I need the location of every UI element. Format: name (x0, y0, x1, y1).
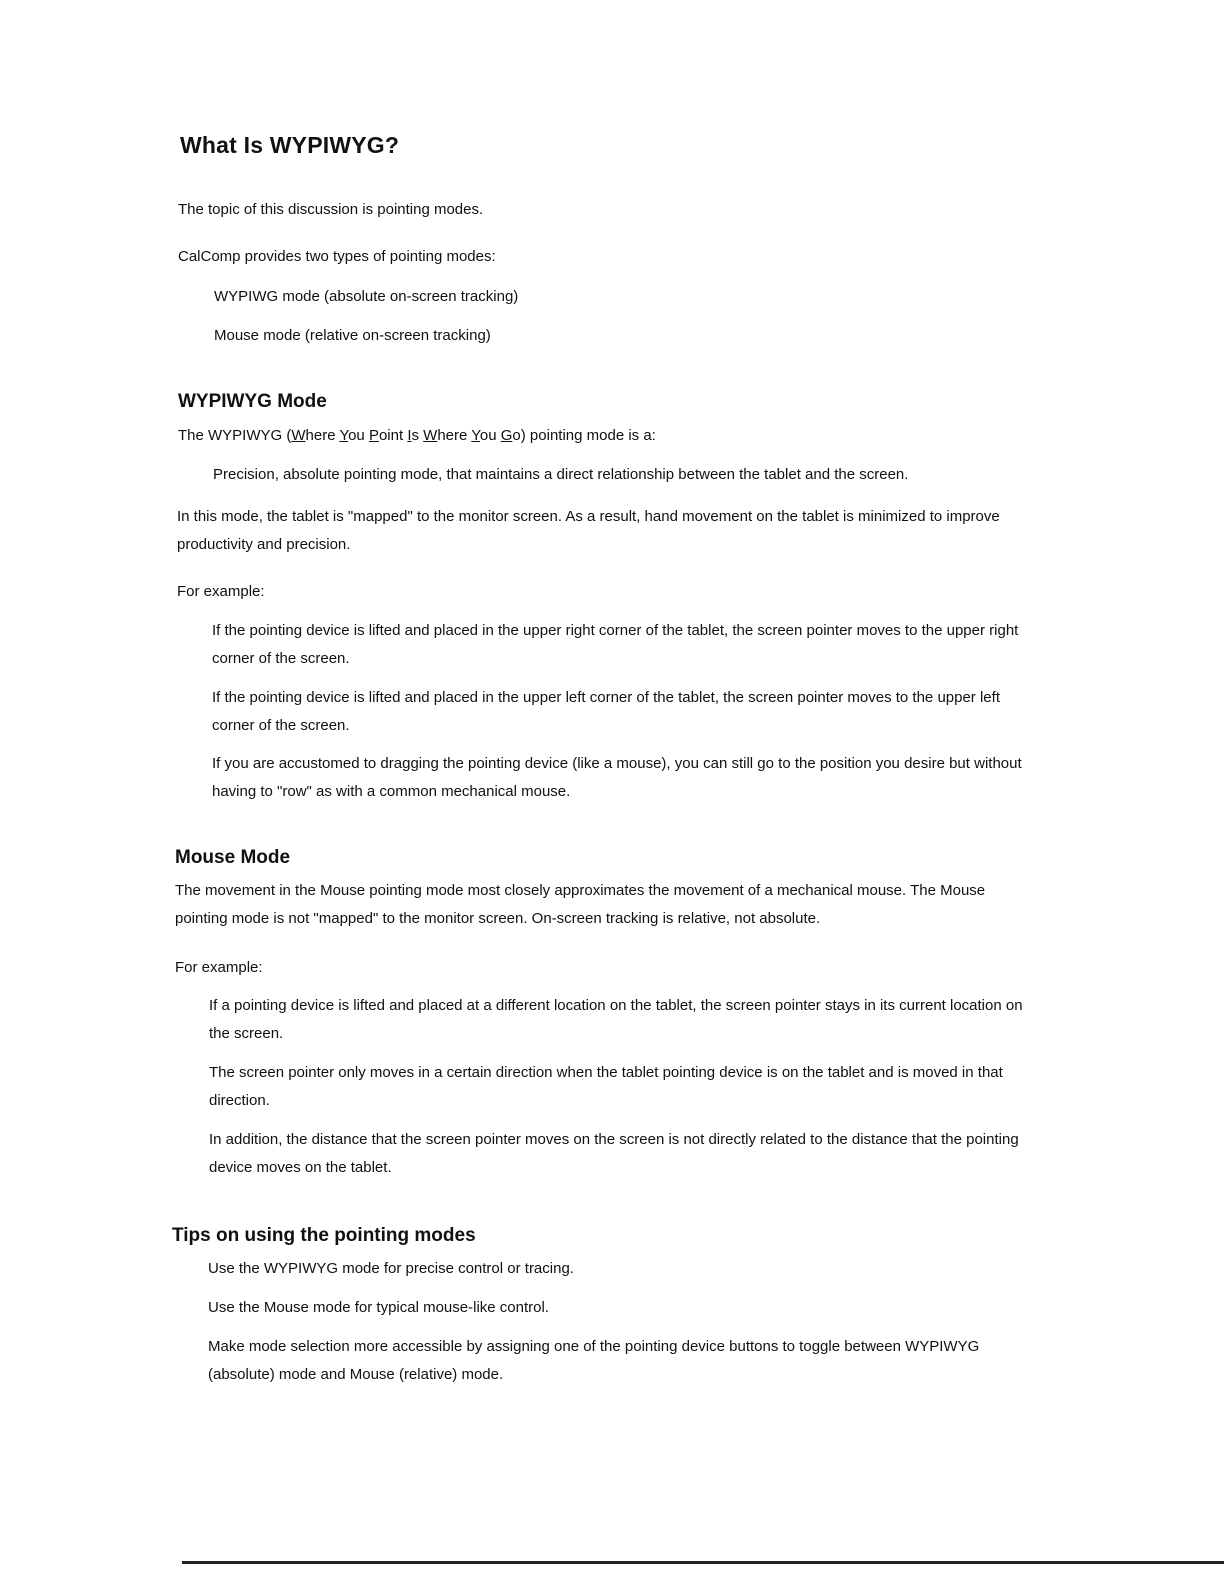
mouse-example-line: In addition, the distance that the screen pointer moves on the screen is not directly related to the distance that the pointing (209, 1131, 1019, 1148)
wypiwyg-description: Precision, absolute pointing mode, that maintains a direct relationship between the tablet and the screen. (213, 466, 909, 483)
wypiwyg-example-line: corner of the screen. (212, 717, 350, 734)
wypiwyg-example-label: For example: (177, 583, 265, 600)
mouse-description-line: pointing mode is not "mapped" to the monitor screen. On-screen tracking is relative, not absolute. (175, 910, 821, 927)
wypiwyg-mapping-line: productivity and precision. (177, 536, 351, 553)
wypiwyg-example-line: If the pointing device is lifted and placed in the upper right corner of the tablet, the screen pointer moves to the upper right (212, 622, 1019, 639)
mouse-example-line: If a pointing device is lifted and placed at a different location on the tablet, the screen pointer stays in its current location on (209, 997, 1023, 1014)
section-heading-wypiwyg: WYPIWYG Mode (178, 391, 327, 412)
mouse-description-line: The movement in the Mouse pointing mode most closely approximates the movement of a mechanical mouse. The Mouse (175, 882, 986, 899)
wypiwyg-example-line: If the pointing device is lifted and placed in the upper left corner of the tablet, the screen pointer moves to the upper left (212, 689, 1000, 706)
bottom-rule (182, 1561, 1224, 1564)
section-heading-tips: Tips on using the pointing modes (172, 1225, 476, 1246)
tips-item-line: (absolute) mode and Mouse (relative) mode. (208, 1366, 504, 1383)
wypiwyg-example-line: having to "row" as with a common mechanical mouse. (212, 783, 571, 800)
mouse-example-label: For example: (175, 959, 263, 976)
tips-item: Use the WYPIWYG mode for precise control or tracing. (208, 1260, 574, 1277)
tips-item: Use the Mouse mode for typical mouse-like control. (208, 1299, 549, 1316)
intro-type-item: Mouse mode (relative on-screen tracking) (214, 327, 491, 344)
wypiwyg-example-line: If you are accustomed to dragging the pointing device (like a mouse), you can still go to the position you desire but without (212, 755, 1022, 772)
wypiwyg-example-line: corner of the screen. (212, 650, 350, 667)
mouse-example-line: the screen. (209, 1025, 284, 1042)
tips-item-line: Make mode selection more accessible by assigning one of the pointing device buttons to toggle between WYPIWYG (208, 1338, 980, 1355)
intro-types-lead: CalComp provides two types of pointing modes: (178, 248, 496, 265)
mouse-example-line: The screen pointer only moves in a certain direction when the tablet pointing device is on the tablet and is moved in that (209, 1064, 1003, 1081)
page-title: What Is WYPIWYG? (180, 132, 400, 158)
mouse-example-line: direction. (209, 1092, 270, 1109)
wypiwyg-mapping-line: In this mode, the tablet is "mapped" to the monitor screen. As a result, hand movement on the tablet is minimized to improve (177, 508, 1000, 525)
intro-topic: The topic of this discussion is pointing modes. (178, 201, 484, 218)
section-heading-mouse: Mouse Mode (175, 847, 291, 868)
wypiwyg-definition: The WYPIWYG (Where You Point Is Where You Go) pointing mode is a: (178, 427, 656, 444)
intro-type-item: WYPIWG mode (absolute on-screen tracking) (214, 288, 519, 305)
mouse-example-line: device moves on the tablet. (209, 1159, 392, 1176)
